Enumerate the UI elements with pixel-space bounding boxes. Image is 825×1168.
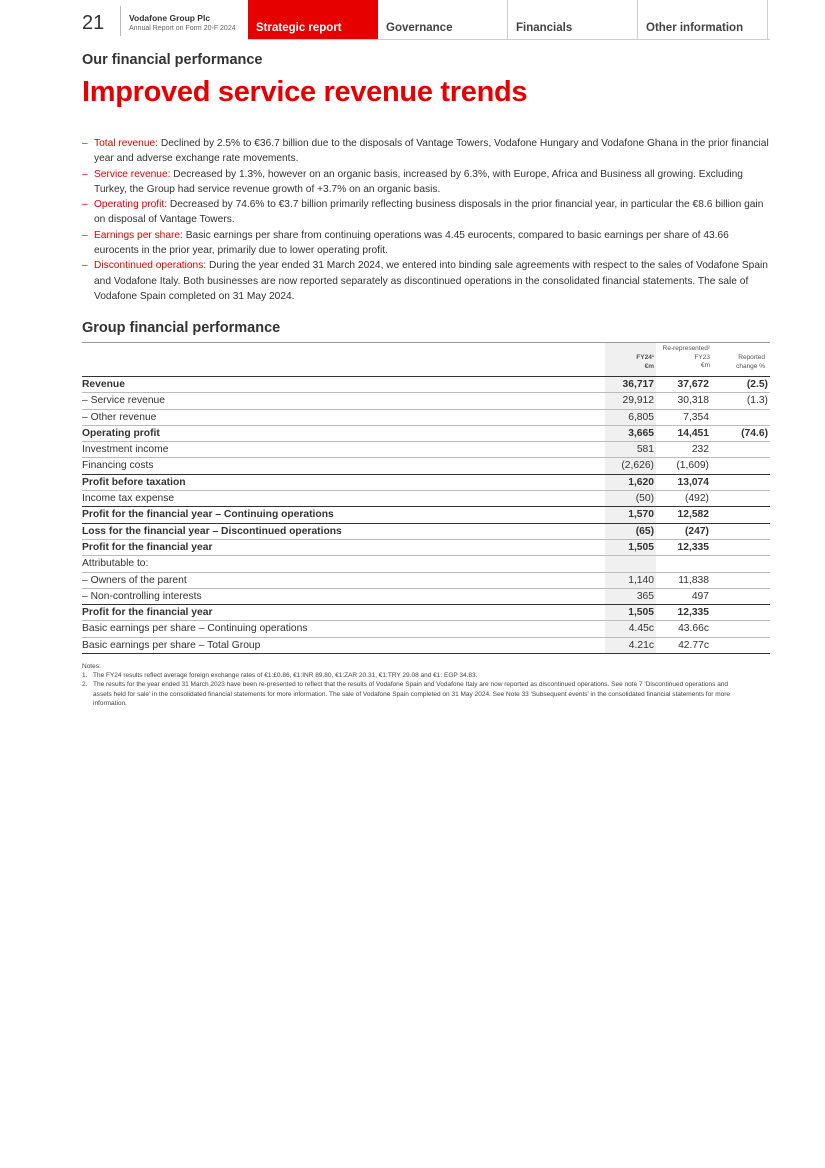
bullet-text: Decreased by 74.6% to €3.7 billion primarily reflecting business disposals in the prior financial year, in particular the €8.6 billion gain on disposal of Vantage Towers. — [94, 199, 764, 226]
cell-change-value: (74.6) — [741, 427, 768, 439]
header-change — [712, 354, 765, 371]
cell-fy24-value: 1,505 — [628, 607, 654, 619]
cell-change — [711, 605, 770, 621]
row-label-value: – Other revenue — [82, 411, 157, 423]
header-change-label: Reported — [738, 354, 765, 361]
bullet-text: During the year ended 31 March 2024, we entered into binding sale agreements with respect to the sales of Vodafone Spain and Vodafone Italy. Both businesses are now reported separately as discontinued operations in the consolidated financial statements. The sale of Vodafone Spain completed on 31 May 2024. — [94, 260, 768, 302]
cell-fy24-value: (50) — [635, 493, 654, 505]
cell-change — [711, 425, 770, 441]
table-title: Group financial performance — [82, 320, 281, 336]
table-row — [82, 637, 770, 653]
cell-fy23-value: (492) — [684, 493, 709, 505]
bullet-key: Operating profit: — [94, 199, 168, 211]
company-name: Vodafone Group Plc — [129, 13, 211, 23]
cell-fy23 — [656, 572, 711, 588]
cell-fy23-value: (1,609) — [676, 460, 709, 472]
tab-label: Financials — [516, 22, 573, 34]
row-label — [82, 605, 605, 621]
cell-fy24 — [605, 377, 656, 393]
row-label-value: – Service revenue — [82, 395, 165, 407]
note-number: 2. — [82, 681, 88, 689]
table-row — [82, 539, 770, 555]
row-label — [82, 458, 605, 474]
cell-change-value — [768, 526, 770, 537]
tab-financials[interactable] — [508, 0, 638, 39]
row-label-value: Basic earnings per share – Total Group — [82, 639, 261, 651]
tab-label: Other information — [646, 22, 744, 34]
header-fy23 — [642, 345, 710, 371]
row-label-value: Profit for the financial year – Continuing operations — [82, 509, 334, 521]
cell-fy23 — [656, 377, 711, 393]
cell-fy23 — [656, 442, 711, 458]
row-label — [82, 637, 605, 653]
row-label — [82, 377, 605, 393]
cell-change-value — [768, 558, 770, 569]
cell-fy24-value: 4.45c — [628, 623, 654, 635]
row-label — [82, 491, 605, 507]
cell-fy23 — [656, 458, 711, 474]
cell-fy24 — [605, 637, 656, 653]
note-item — [82, 671, 742, 680]
row-label — [82, 588, 605, 604]
tab-governance[interactable] — [378, 0, 508, 39]
cell-fy23-value: 13,074 — [677, 476, 709, 488]
cell-change — [711, 442, 770, 458]
cell-fy24 — [605, 491, 656, 507]
cell-fy24 — [605, 588, 656, 604]
cell-change-value — [768, 623, 770, 634]
cell-fy24-value: 1,570 — [628, 509, 654, 521]
row-label — [82, 621, 605, 637]
table-row — [82, 377, 770, 393]
row-label — [82, 539, 605, 555]
bullet-earnings-per-share — [82, 228, 772, 259]
table-row — [82, 605, 770, 621]
row-label-value: Income tax expense — [82, 493, 175, 505]
cell-fy23 — [656, 621, 711, 637]
row-label — [82, 474, 605, 490]
table-row — [82, 588, 770, 604]
cell-change-value — [768, 591, 770, 602]
cell-fy23 — [656, 491, 711, 507]
cell-change-value — [768, 412, 770, 423]
cell-fy23-value: 37,672 — [677, 379, 709, 390]
cell-change — [711, 523, 770, 539]
table-row — [82, 458, 770, 474]
row-label-value: – Non-controlling interests — [82, 590, 202, 602]
table-row — [82, 523, 770, 539]
header-fy24-label: FY24¹ — [636, 354, 654, 361]
row-label-value: Revenue — [82, 379, 125, 390]
note-number: 1. — [82, 672, 88, 680]
note-text: The results for the year ended 31 March 2023 have been re-presented to reflect that the results of Vodafone Spain and Vodafone Italy are now reported as discontinued operations. See note 7 'Discontinued operations and assets held for sale' in the consolidated financial statements for more information. The sale of Vodafone Spain completed on 31 May 2024. See Note 33 'Subsequent events' in the consolidated financial statements for more information. — [93, 681, 731, 707]
row-label — [82, 556, 605, 572]
cell-fy24-value: (65) — [635, 525, 654, 537]
header-fy24-unit: €m — [644, 362, 654, 370]
row-label — [82, 425, 605, 441]
cell-fy23 — [656, 556, 711, 572]
cell-fy23-value: 30,318 — [677, 395, 709, 407]
cell-change — [711, 507, 770, 523]
cell-fy23-value: 42.77c — [678, 639, 709, 651]
cell-fy23 — [656, 409, 711, 425]
header-fy23-label: FY23 — [694, 353, 710, 361]
row-label-value: Profit for the financial year — [82, 607, 213, 619]
table-row — [82, 474, 770, 490]
cell-fy24 — [605, 605, 656, 621]
cell-fy23-value: 12,335 — [677, 541, 709, 553]
cell-change-value — [768, 509, 770, 520]
cell-fy24-value: 1,505 — [628, 541, 654, 553]
cell-change — [711, 621, 770, 637]
cell-fy24-value: 29,912 — [622, 395, 654, 407]
header-change-unit: change % — [736, 362, 765, 370]
cell-change — [711, 491, 770, 507]
report-subtitle: Annual Report on Form 20-F 2024 — [129, 25, 236, 32]
cell-fy24 — [605, 507, 656, 523]
cell-change-value — [768, 493, 770, 504]
table-row — [82, 442, 770, 458]
cell-fy23-value: 232 — [691, 444, 709, 456]
row-label — [82, 572, 605, 588]
cell-change-value — [768, 542, 770, 553]
notes-section — [82, 662, 742, 708]
row-label-value: Profit before taxation — [82, 476, 186, 488]
cell-fy24 — [605, 556, 656, 572]
tab-other-information[interactable] — [638, 0, 768, 39]
cell-fy23-value: (247) — [684, 525, 709, 537]
cell-fy23 — [656, 588, 711, 604]
page-header — [82, 0, 770, 40]
row-label — [82, 393, 605, 409]
cell-fy23 — [656, 425, 711, 441]
bullet-key: Total revenue: — [94, 138, 158, 149]
cell-change-value — [768, 640, 770, 651]
cell-fy24 — [605, 474, 656, 490]
cell-change — [711, 572, 770, 588]
cell-fy23-value: 43.66c — [678, 623, 709, 635]
bullet-text: Declined by 2.5% to €36.7 billion due to the disposals of Vantage Towers, Vodafone Hungary and Vodafone Ghana in the prior financial year and adverse exchange rate movements. — [94, 138, 769, 165]
row-label-value: Financing costs — [82, 460, 154, 472]
financial-data-table — [82, 377, 770, 654]
table-row — [82, 491, 770, 507]
cell-change-value — [768, 575, 770, 586]
cell-fy23-value: 7,354 — [683, 411, 709, 423]
bullet-total-revenue — [82, 136, 772, 167]
tab-strategic-report[interactable] — [248, 0, 378, 39]
cell-fy23-value — [709, 558, 711, 569]
cell-change — [711, 377, 770, 393]
bullet-key: Discontinued operations: — [94, 260, 207, 272]
cell-fy24-value: 4.21c — [628, 639, 654, 651]
cell-change — [711, 539, 770, 555]
section-label: Our financial performance — [82, 52, 263, 68]
cell-fy23-value: 12,582 — [677, 509, 709, 521]
bullet-key: Earnings per share: — [94, 229, 183, 241]
bullet-key: Service revenue: — [94, 168, 171, 180]
row-label-value: Loss for the financial year – Discontinued operations — [82, 525, 342, 537]
cell-fy24 — [605, 425, 656, 441]
cell-fy24 — [605, 442, 656, 458]
cell-fy24-value: 1,140 — [628, 574, 654, 586]
cell-change-value — [768, 460, 770, 471]
section-tabs — [248, 0, 770, 40]
cell-fy24-value: (2,626) — [621, 460, 654, 472]
row-label-value: – Owners of the parent — [82, 574, 187, 586]
cell-fy24-value: 1,620 — [628, 476, 654, 488]
cell-change — [711, 458, 770, 474]
cell-change-value — [768, 444, 770, 455]
row-label — [82, 409, 605, 425]
bullet-discontinued-operations — [82, 258, 772, 304]
cell-fy23-value: 497 — [691, 590, 709, 602]
note-text: The FY24 results reflect average foreign exchange rates of €1:£0.86, €1:INR 89.80, €1:ZAR 20.31, €1:TRY 29.08 and €1: EGP 34.83. — [93, 672, 478, 680]
cell-fy24 — [605, 539, 656, 555]
cell-fy24 — [605, 572, 656, 588]
table-row — [82, 425, 770, 441]
page-number: 21 — [82, 12, 105, 34]
table-row — [82, 572, 770, 588]
cell-fy24 — [605, 393, 656, 409]
cell-fy24-value: 3,665 — [628, 427, 654, 439]
row-label — [82, 523, 605, 539]
cell-fy24-value: 581 — [636, 444, 654, 456]
cell-fy23 — [656, 474, 711, 490]
cell-fy24-value: 365 — [636, 590, 654, 602]
cell-change — [711, 409, 770, 425]
cell-fy24 — [605, 458, 656, 474]
cell-change-value: (2.5) — [746, 379, 768, 390]
bullet-operating-profit — [82, 197, 772, 228]
note-item — [82, 680, 742, 708]
tab-label: Governance — [386, 22, 453, 34]
highlights-list — [82, 136, 772, 304]
table-row — [82, 621, 770, 637]
row-label-value: Profit for the financial year — [82, 541, 213, 553]
cell-fy24-value: 6,805 — [628, 411, 654, 423]
table-row — [82, 507, 770, 523]
cell-fy24 — [605, 409, 656, 425]
header-represented-label: Re-represented² — [662, 345, 710, 352]
cell-change — [711, 588, 770, 604]
cell-fy24 — [605, 621, 656, 637]
table-row — [82, 556, 770, 572]
financial-table — [82, 342, 770, 654]
cell-change — [711, 393, 770, 409]
row-label-value: Attributable to: — [82, 558, 149, 570]
row-label-value: Operating profit — [82, 427, 160, 439]
table-row — [82, 409, 770, 425]
header-divider — [120, 6, 121, 36]
bullet-service-revenue — [82, 167, 772, 198]
cell-fy24 — [605, 523, 656, 539]
cell-fy24-value: 36,717 — [622, 379, 654, 390]
cell-fy23 — [656, 393, 711, 409]
cell-fy23 — [656, 605, 711, 621]
tab-label: Strategic report — [256, 22, 342, 34]
page-headline: Improved service revenue trends — [82, 76, 528, 108]
table-row — [82, 393, 770, 409]
bullet-text: Decreased by 1.3%, however on an organic basis, increased by 6.3%, with Europe, Africa and Business all growing. Excluding Turkey, the Group had service revenue growth of +3.7% on an organic basis. — [94, 168, 743, 195]
cell-fy23 — [656, 507, 711, 523]
row-label-value: Investment income — [82, 444, 169, 456]
notes-title: Notes: — [82, 663, 101, 670]
cell-change-value: (1.3) — [746, 395, 768, 407]
row-label-value: Basic earnings per share – Continuing operations — [82, 623, 308, 635]
bullet-text: Basic earnings per share from continuing operations was 4.45 eurocents, compared to basic earnings per share of 43.66 eurocents in the prior year, primarily due to lower operating profit. — [94, 229, 729, 257]
cell-fy23 — [656, 523, 711, 539]
header-fy23-unit: €m — [700, 362, 710, 369]
cell-change-value — [768, 477, 770, 488]
row-label — [82, 507, 605, 523]
table-header — [82, 343, 770, 377]
cell-fy23-value: 14,451 — [677, 427, 709, 439]
cell-fy23 — [656, 539, 711, 555]
cell-fy24-value — [654, 558, 656, 569]
row-label — [82, 442, 605, 458]
cell-fy23-value: 12,335 — [677, 607, 709, 619]
cell-fy23-value: 11,838 — [678, 574, 709, 586]
cell-fy23 — [656, 637, 711, 653]
cell-change — [711, 474, 770, 490]
cell-change — [711, 556, 770, 572]
cell-change-value — [768, 607, 770, 618]
cell-change — [711, 637, 770, 653]
